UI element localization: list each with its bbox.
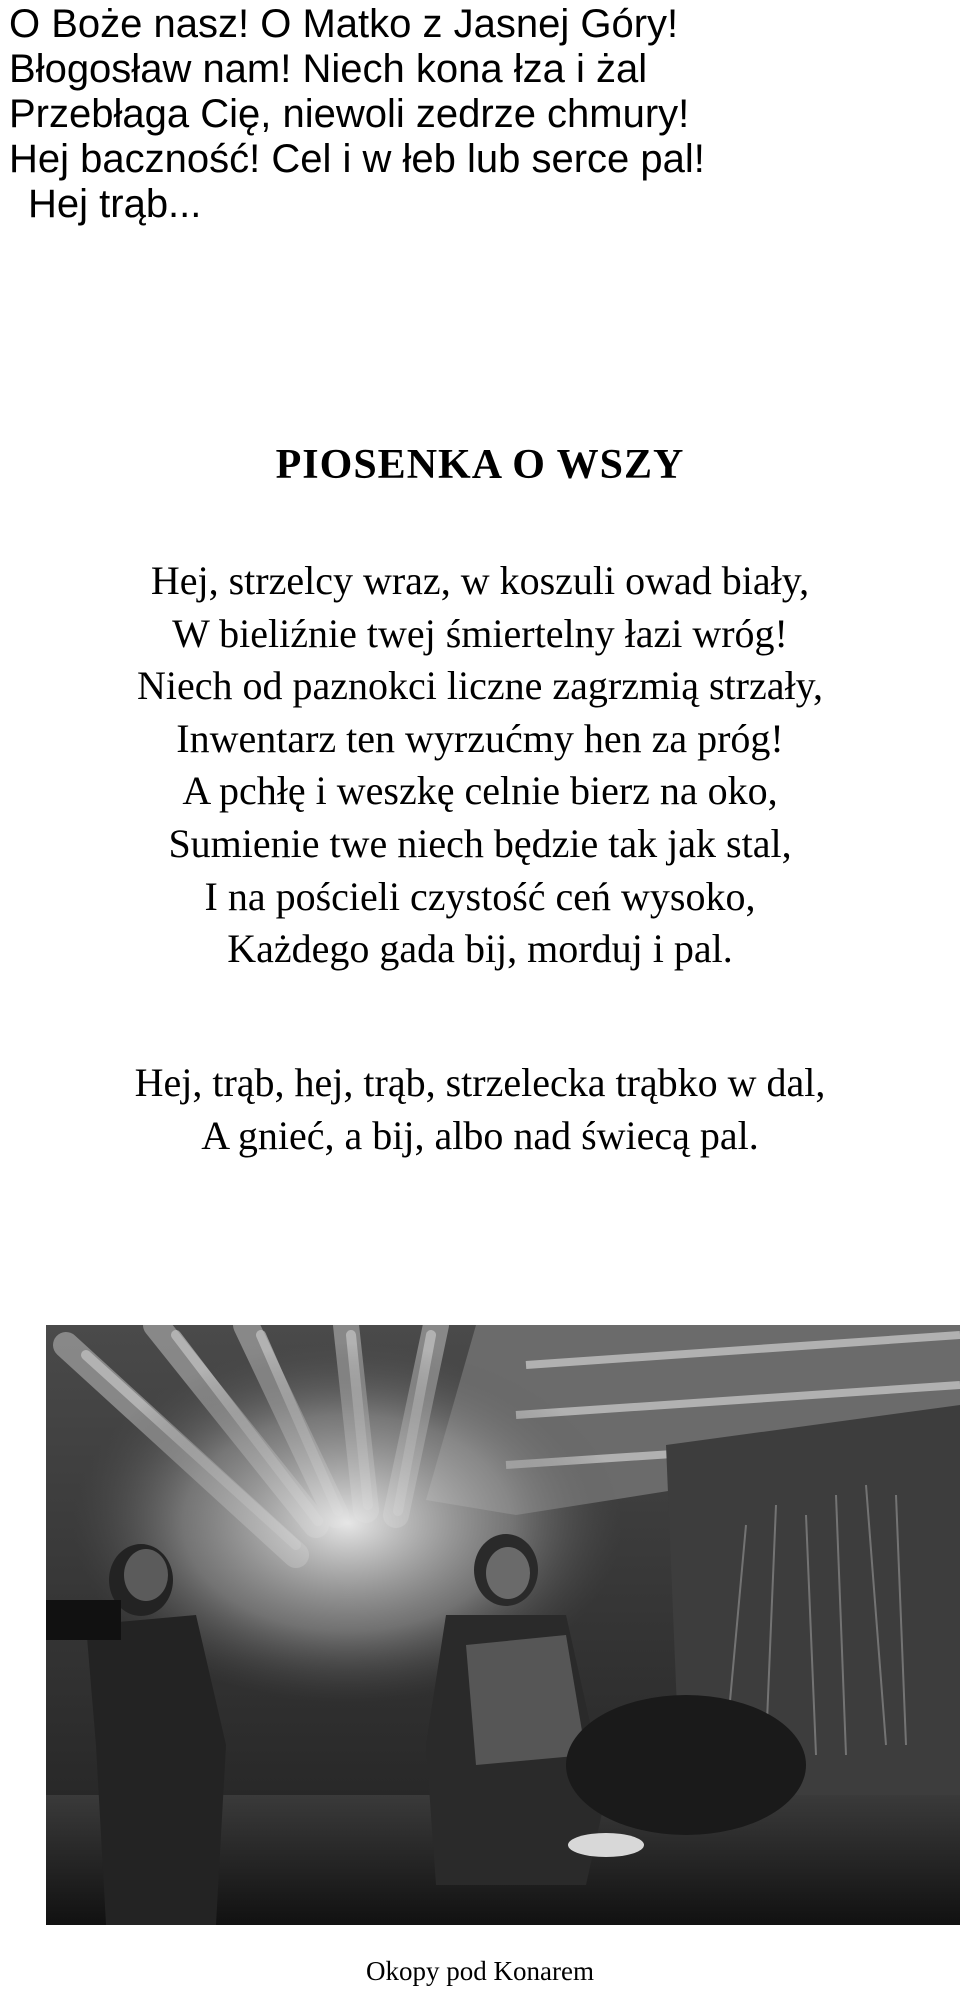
top-stanza-line: Hej baczność! Cel i w łeb lub serce pal! — [9, 137, 705, 181]
stanza-line: Inwentarz ten wyrzućmy hen za próg! — [176, 715, 784, 761]
stanza-line: Hej, strzelcy wraz, w koszuli owad biały, — [150, 558, 810, 603]
stanza-line: Każdego gada bij, morduj i pal. — [227, 926, 733, 972]
trench-photograph-art — [46, 1325, 960, 1925]
top-stanza-line: Hej trąb... — [28, 182, 202, 226]
refrain-line: A gnieć, a bij, albo nad świecą pal. — [201, 1112, 759, 1158]
refrain-line: Hej, trąb, hej, trąb, strzelecka trąbko w dal, — [134, 1060, 826, 1105]
stanza-line: A pchłę i weszkę celnie bierz na oko, — [182, 768, 778, 814]
top-stanza — [9, 2, 705, 227]
stanza-line: Niech od paznokci liczne zagrzmią strzały, — [137, 663, 823, 709]
stanza-line: I na pościeli czystość ceń wysoko, — [204, 873, 756, 919]
song-title: PIOSENKA O WSZY — [275, 442, 685, 488]
photo-caption: Okopy pod Konarem — [366, 1956, 594, 1986]
stanza-line: W bieliźnie twej śmiertelny łazi wróg! — [172, 610, 788, 656]
song-refrain — [0, 1057, 960, 1162]
top-stanza-line: O Boże nasz! O Matko z Jasnej Góry! — [9, 2, 679, 46]
trench-photograph — [46, 1325, 960, 1925]
song-stanza — [0, 555, 960, 976]
top-stanza-line: Przebłaga Cię, niewoli zedrze chmury! — [9, 92, 690, 136]
top-stanza-line: Błogosław nam! Niech kona łza i żal — [9, 47, 648, 91]
stanza-line: Sumienie twe niech będzie tak jak stal, — [168, 820, 792, 866]
